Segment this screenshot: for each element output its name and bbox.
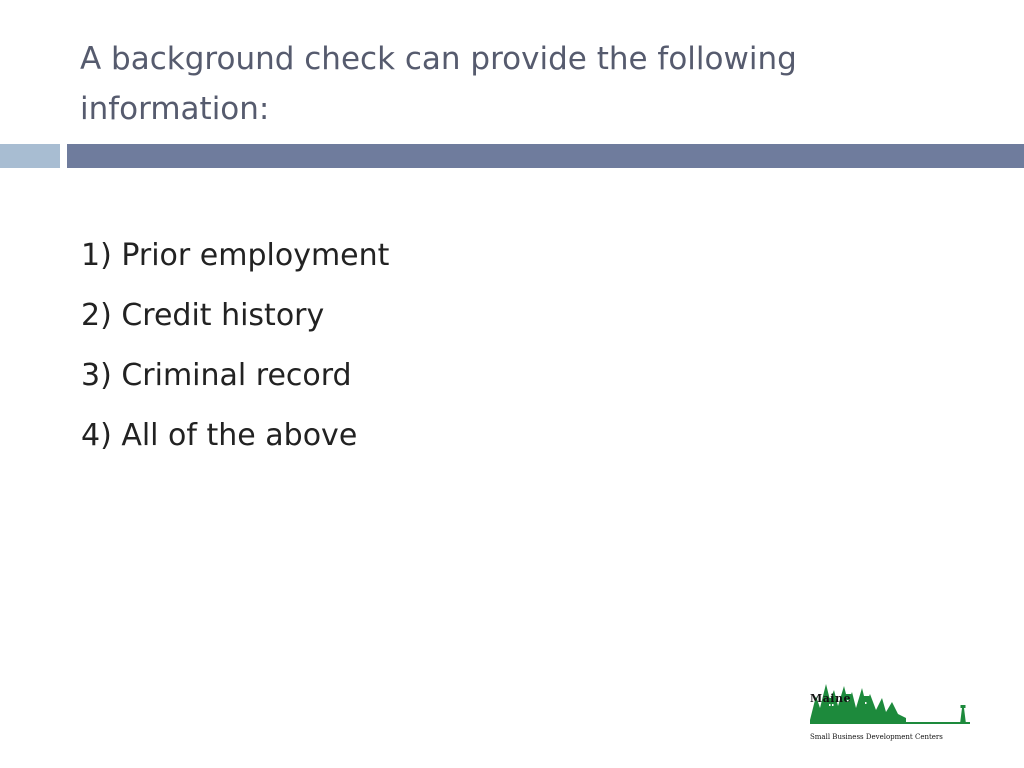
list-item: 2) Credit history — [81, 298, 325, 333]
maine-sbdc-logo — [806, 678, 976, 748]
list-item: 4) All of the above — [81, 418, 358, 453]
list-item: 1) Prior employment — [81, 238, 390, 273]
logo-text-maine: Maine — [810, 692, 851, 705]
slide-title: A background check can provide the following information: — [80, 41, 797, 127]
logo-text-sbdc: Small Business Development Centers — [810, 733, 943, 741]
title-accent-bar — [67, 144, 1024, 168]
list-item: 3) Criminal record — [81, 358, 352, 393]
answer-list — [81, 226, 389, 466]
title-accent-bar-left — [0, 144, 60, 168]
